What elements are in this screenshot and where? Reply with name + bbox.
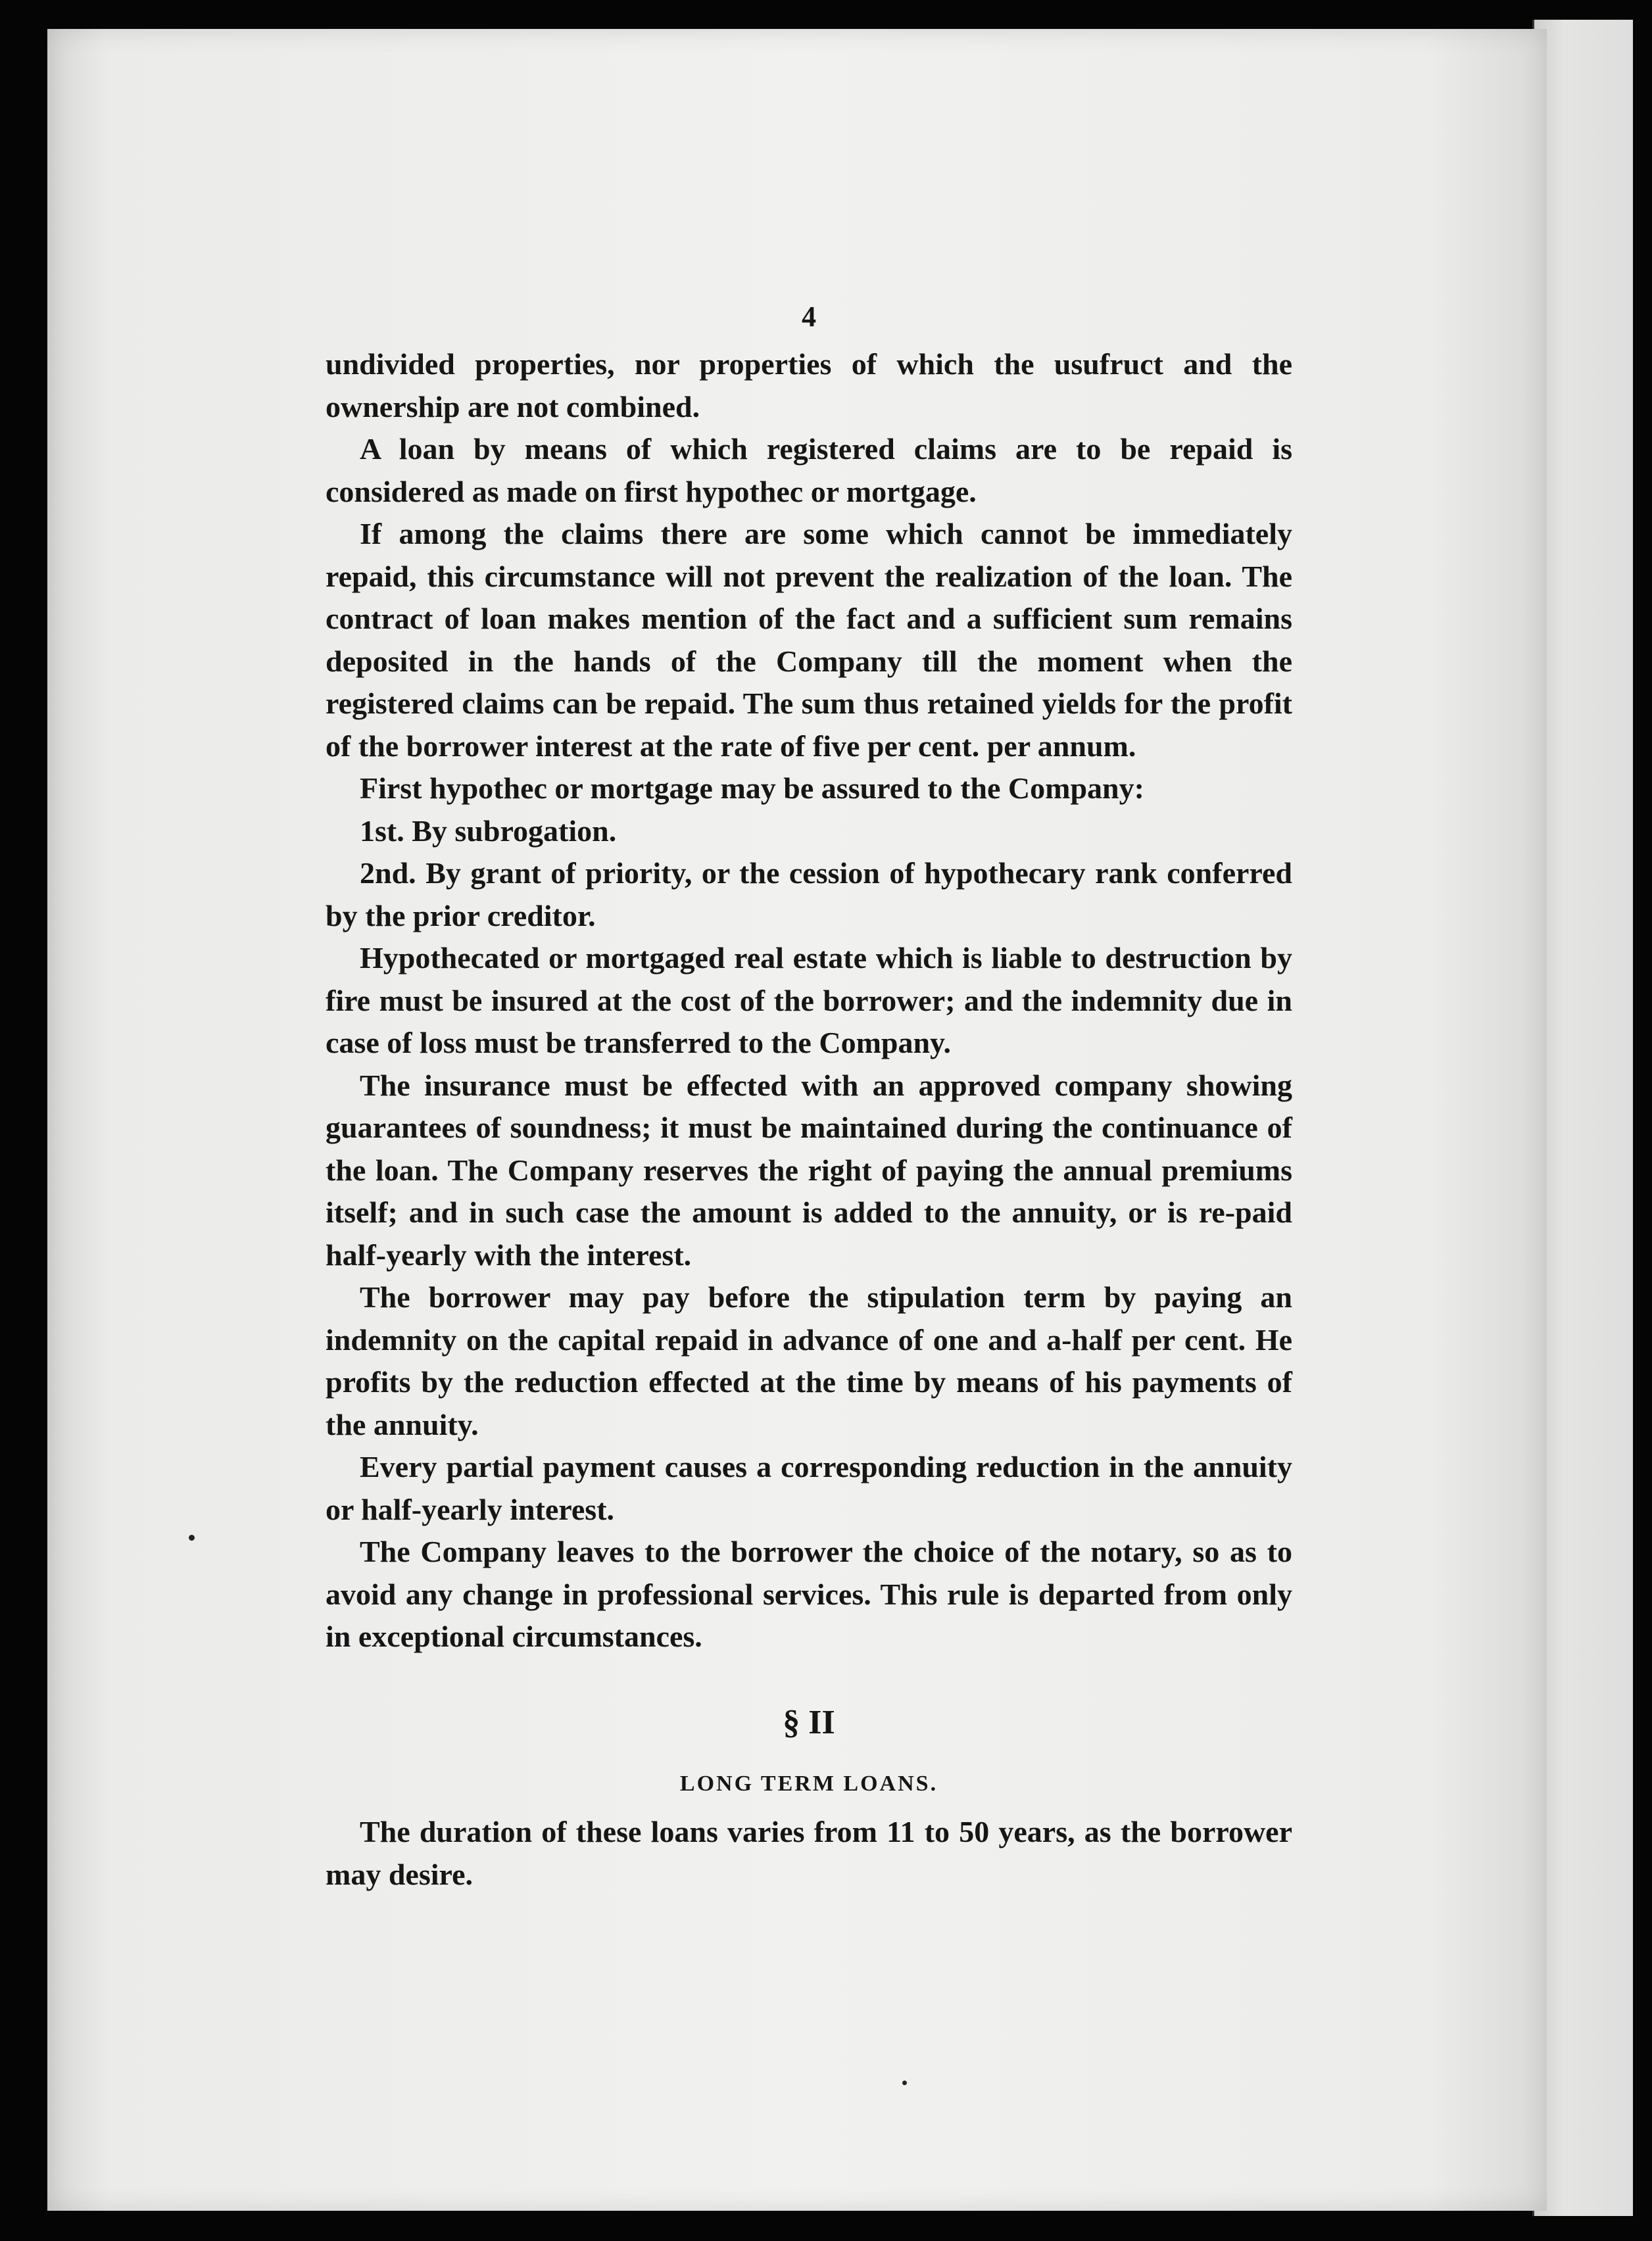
paragraph: The duration of these loans varies from 11 to 50 years, as the borrower may desire. <box>326 1815 1292 1891</box>
paragraph: 2nd. By grant of priority, or the cession of hypothecary rank conferred by the prior creditor. <box>326 856 1292 932</box>
paragraph: The Company leaves to the borrower the choice of the notary, so as to avoid any change in professional services. This rule is departed from only in exceptional circumstances. <box>326 1535 1292 1653</box>
paragraph: Hypothecated or mortgaged real estate which is liable to destruction by fire must be insured at the cost of the borrower; and the indemnity due in case of loss must be transferred to the Company. <box>326 941 1292 1059</box>
section-number: § II <box>783 1703 835 1741</box>
paragraph: If among the claims there are some which cannot be immediately repaid, this circumstance will not prevent the realization of the loan. The contract of loan makes mention of the fact and a sufficient sum remains deposited in the hands of the Company till the moment when the registered claims can be repaid. The sum thus retained yields for the profit of the borrower interest at the rate of five per cent. per annum. <box>326 517 1292 763</box>
paragraph: 1st. By subrogation. <box>360 813 617 848</box>
paragraph: undivided properties, nor properties of which the usufruct and the ownership are not combined. <box>326 347 1292 423</box>
adjacent-page-edge <box>1532 20 1633 2216</box>
paragraph: First hypothec or mortgage may be assured to the Company: <box>360 771 1144 805</box>
page-text <box>326 296 1292 1896</box>
paper-speck <box>189 1535 195 1541</box>
paragraph: Every partial payment causes a corresponding reduction in the annuity or half-yearly interest. <box>326 1450 1292 1526</box>
page-number: 4 <box>802 301 816 333</box>
section-title: LONG TERM LOANS. <box>679 1771 938 1796</box>
paragraph: A loan by means of which registered claims are to be repaid is considered as made on first hypothec or mortgage. <box>326 432 1292 508</box>
paper-speck <box>902 2081 907 2085</box>
paragraph: The borrower may pay before the stipulation term by paying an indemnity on the capital repaid in advance of one and a-half per cent. He profits by the reduction effected at the time by means of his payments of the annuity. <box>326 1280 1292 1441</box>
paragraph: The insurance must be effected with an approved company showing guarantees of soundness; it must be maintained during the continuance of the loan. The Company reserves the right of paying the annual premiums itself; and in such case the amount is added to the annuity, or is re-paid half-yearly with the interest. <box>326 1068 1292 1272</box>
